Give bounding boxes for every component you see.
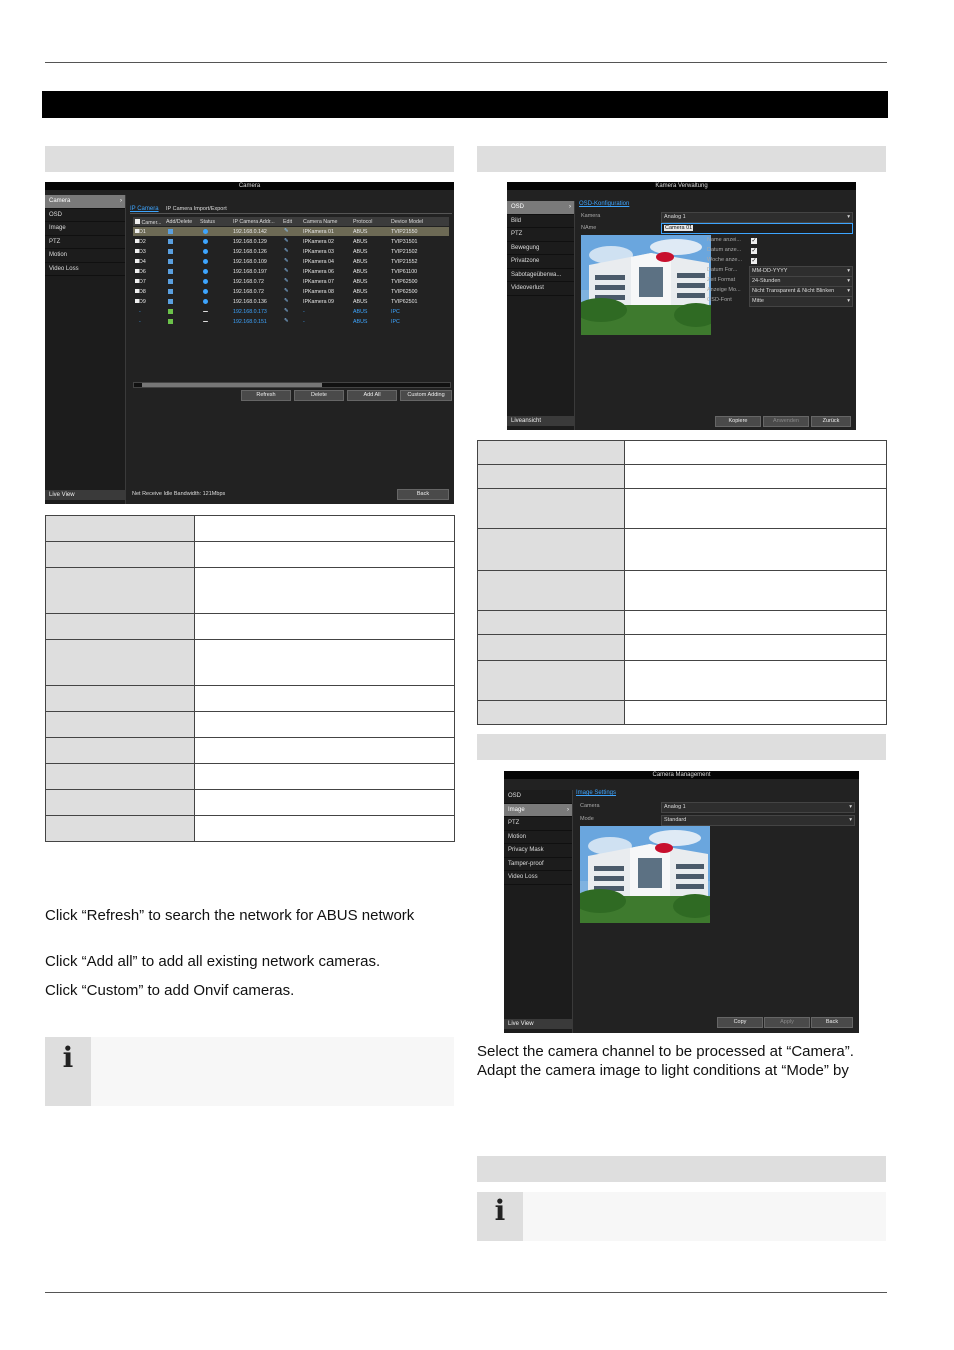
- delete-icon[interactable]: [168, 299, 173, 304]
- edit-pencil-icon[interactable]: ✎: [284, 268, 289, 274]
- dropdown-arrow-icon: ▾: [847, 268, 850, 274]
- mode-instruction: Adapt the camera image to light conditions at “Mode” by: [477, 1062, 849, 1079]
- add-all-instruction: Click “Add all” to add all existing network cameras.: [45, 953, 381, 970]
- edit-pencil-icon[interactable]: ✎: [284, 308, 289, 314]
- refresh-instruction: Click “Refresh” to search the network for ABUS network: [45, 907, 415, 924]
- device-model-cell: TVIP31501: [391, 239, 418, 245]
- right-section-heading-osd: [477, 146, 886, 172]
- ip-address-cell: 192.168.0.129: [233, 239, 267, 245]
- abus-logo-sign: [656, 252, 674, 262]
- edit-pencil-icon[interactable]: ✎: [284, 298, 289, 304]
- chevron-right-icon: ›: [567, 806, 569, 813]
- osd-option-label: Anzeige Mo...: [707, 287, 741, 293]
- delete-icon[interactable]: [168, 269, 173, 274]
- ip-address-cell: 192.168.0.109: [233, 259, 267, 265]
- image-settings-screenshot: [504, 771, 859, 1033]
- right-description-table: [477, 440, 887, 725]
- camera-name-cell: IPKamera 04: [303, 259, 334, 265]
- camera-name-cell: -: [303, 309, 305, 315]
- dropdown-arrow-icon: ▾: [849, 817, 852, 823]
- chevron-right-icon: ›: [120, 198, 122, 204]
- table-row[interactable]: [133, 307, 449, 316]
- protocol-cell: ABUS: [353, 299, 368, 305]
- left-info-box: [45, 1037, 454, 1106]
- left-description-table: [45, 515, 455, 842]
- left-section-heading: [45, 146, 454, 172]
- sidebar-item-camera[interactable]: Camera ›: [45, 195, 125, 209]
- device-model-cell: TVIP62500: [391, 289, 418, 295]
- osd-option-label: Zeit Format: [707, 277, 736, 283]
- osd-option-select[interactable]: Nicht Transparent & Nicht Blinken ▾: [749, 286, 853, 297]
- ip-address-cell: 192.168.0.72: [233, 289, 264, 295]
- right-section-heading-3: [477, 1156, 886, 1182]
- channel-cell: D3: [139, 249, 146, 255]
- kamera-select[interactable]: Analog 1 ▾: [661, 212, 853, 223]
- channel-cell: D6: [139, 269, 146, 275]
- device-model-cell: TVIP21550: [391, 229, 418, 235]
- osd-option-select[interactable]: 24-Stunden ▾: [749, 276, 853, 287]
- name-label: NAme: [581, 225, 597, 231]
- right-section-heading-image: [477, 734, 886, 760]
- protocol-cell: ABUS: [353, 229, 368, 235]
- sidebar-item-ptz[interactable]: PTZ: [507, 228, 574, 242]
- device-model-cell: TVIP61100: [391, 269, 418, 275]
- dropdown-arrow-icon: ▾: [849, 804, 852, 810]
- delete-icon[interactable]: [168, 229, 173, 234]
- col-camera[interactable]: Camer...: [135, 219, 162, 226]
- device-model-cell: TVIP62500: [391, 279, 418, 285]
- sidebar-item-ptz[interactable]: PTZ: [45, 236, 125, 250]
- tab-ip-camera-import-export[interactable]: IP Camera Import/Export: [166, 206, 227, 212]
- device-model-cell: TVIP21552: [391, 259, 418, 265]
- device-model-cell: TVIP21502: [391, 249, 418, 255]
- sidebar-item-osd[interactable]: OSD: [45, 209, 125, 223]
- delete-icon[interactable]: [168, 289, 173, 294]
- sidebar: [504, 790, 573, 1033]
- device-model-cell: IPC: [391, 319, 400, 325]
- sidebar-item-bewegung[interactable]: Bewegung: [507, 242, 574, 256]
- info-icon-box: [45, 1037, 91, 1106]
- delete-icon[interactable]: [168, 249, 173, 254]
- col-edit: Edit: [283, 219, 293, 225]
- camera-name-cell: IPKamera 09: [303, 299, 334, 305]
- camera-preview-image: [581, 235, 711, 335]
- protocol-cell: ABUS: [353, 259, 368, 265]
- delete-icon[interactable]: [168, 279, 173, 284]
- sidebar-item-video-loss[interactable]: Video Loss: [504, 871, 572, 885]
- kamera-label: Kamera: [581, 213, 601, 219]
- name-input[interactable]: Camera 01: [661, 223, 853, 234]
- channel-cell: D7: [139, 279, 146, 285]
- col-status: Status: [200, 219, 216, 225]
- chapter-title-bar: [42, 91, 888, 118]
- ip-address-cell: 192.168.0.142: [233, 229, 267, 235]
- add-icon[interactable]: [168, 319, 173, 324]
- sidebar-item-tamper-proof[interactable]: Tamper-proof: [504, 858, 572, 872]
- chevron-right-icon: ›: [569, 204, 571, 210]
- building-photo: [580, 826, 710, 923]
- table-row[interactable]: [133, 257, 449, 266]
- channel-cell: D4: [139, 259, 146, 265]
- status-minus-icon: [203, 321, 208, 322]
- window-title: Kamera Verwaltung: [507, 182, 856, 190]
- edit-pencil-icon[interactable]: ✎: [284, 228, 289, 234]
- ip-address-cell: 192.168.0.151: [233, 319, 267, 325]
- osd-option-label: Datum anze...: [707, 247, 742, 253]
- camera-name-cell: IPKamera 03: [303, 249, 334, 255]
- camera-name-cell: IPKamera 07: [303, 279, 334, 285]
- select-all-checkbox[interactable]: [135, 219, 140, 224]
- table-row[interactable]: [133, 267, 449, 276]
- channel-cell: D2: [139, 239, 146, 245]
- dropdown-arrow-icon: ▾: [847, 214, 850, 220]
- live-view-button[interactable]: Live View: [45, 490, 125, 500]
- table-row[interactable]: [133, 227, 449, 236]
- info-icon: i: [62, 1041, 74, 1074]
- table-row[interactable]: [133, 237, 449, 246]
- device-model-cell: IPC: [391, 309, 400, 315]
- table-row[interactable]: [133, 287, 449, 296]
- camera-name-cell: IPKamera 02: [303, 239, 334, 245]
- sidebar-item-bild[interactable]: Bild: [507, 215, 574, 229]
- camera-preview-image: [580, 826, 710, 923]
- channel-cell: -: [139, 309, 141, 315]
- custom-instruction: Click “Custom” to add Onvif cameras.: [45, 982, 295, 999]
- sidebar-item-osd[interactable]: OSD ›: [507, 201, 574, 215]
- ip-address-cell: 192.168.0.173: [233, 309, 267, 315]
- osd-option-checkbox[interactable]: ✓: [751, 258, 757, 264]
- status-ok-icon: [203, 269, 208, 274]
- protocol-cell: ABUS: [353, 239, 368, 245]
- dropdown-arrow-icon: ▾: [847, 298, 850, 304]
- osd-option-label: Datum For...: [707, 267, 738, 273]
- protocol-cell: ABUS: [353, 269, 368, 275]
- osd-option-select[interactable]: Mitte ▾: [749, 296, 853, 307]
- table-row[interactable]: [133, 277, 449, 286]
- add-all-button[interactable]: Add All: [347, 390, 397, 401]
- edit-pencil-icon[interactable]: ✎: [284, 288, 289, 294]
- status-ok-icon: [203, 229, 208, 234]
- table-row[interactable]: [133, 247, 449, 256]
- col-ip-address: IP Camera Addr...: [233, 219, 275, 225]
- col-camera-name: Camera Name: [303, 219, 338, 225]
- status-ok-icon: [203, 279, 208, 284]
- delete-icon[interactable]: [168, 239, 173, 244]
- col-device-model: Device Model: [391, 219, 424, 225]
- edit-pencil-icon[interactable]: ✎: [284, 318, 289, 324]
- camera-channel-instruction: Select the camera channel to be processed at “Camera”.: [477, 1043, 854, 1060]
- dropdown-arrow-icon: ▾: [847, 288, 850, 294]
- ip-address-cell: 192.168.0.197: [233, 269, 267, 275]
- osd-option-checkbox[interactable]: ✓: [751, 238, 757, 244]
- add-icon[interactable]: [168, 309, 173, 314]
- osd-option-checkbox[interactable]: ✓: [751, 248, 757, 254]
- bottom-rule: [45, 1292, 887, 1293]
- sidebar-item-osd[interactable]: OSD: [504, 790, 572, 804]
- dropdown-arrow-icon: ▾: [847, 278, 850, 284]
- abus-logo-sign: [655, 843, 673, 853]
- ip-address-cell: 192.168.0.126: [233, 249, 267, 255]
- top-rule: [45, 62, 887, 63]
- status-ok-icon: [203, 259, 208, 264]
- sidebar-item-ptz[interactable]: PTZ: [504, 817, 572, 831]
- protocol-cell: ABUS: [353, 309, 368, 315]
- ip-address-cell: 192.168.0.136: [233, 299, 267, 305]
- back-button[interactable]: Back: [811, 1017, 853, 1028]
- tab-image-settings[interactable]: Image Settings: [576, 790, 617, 796]
- table-header: [133, 217, 449, 226]
- tab-osd-config[interactable]: OSD-Konfiguration: [579, 201, 630, 207]
- camera-name-cell: IPKamera 01: [303, 229, 334, 235]
- tab-ip-camera[interactable]: IP Camera: [130, 206, 159, 212]
- sidebar-item-privacy-mask[interactable]: Privacy Mask: [504, 844, 572, 858]
- osd-option-label: Name anzei...: [707, 237, 741, 243]
- window-title: Camera Management: [504, 771, 859, 779]
- camera-select[interactable]: Analog 1 ▾: [661, 802, 855, 813]
- sidebar-item-motion[interactable]: Motion: [504, 831, 572, 845]
- sidebar-item-videoverlust[interactable]: Videoverlust: [507, 282, 574, 296]
- delete-button[interactable]: Delete: [294, 390, 344, 401]
- back-button[interactable]: Back: [397, 489, 449, 500]
- protocol-cell: ABUS: [353, 289, 368, 295]
- anwenden-button[interactable]: Anwenden: [763, 416, 809, 427]
- building-photo: [581, 235, 711, 335]
- apply-button[interactable]: Apply: [764, 1017, 810, 1028]
- edit-pencil-icon[interactable]: ✎: [284, 248, 289, 254]
- osd-option-label: Woche anze...: [707, 257, 743, 263]
- device-model-cell: TVIP62501: [391, 299, 418, 305]
- table-scrollbar[interactable]: [133, 382, 451, 388]
- tab-underline: [130, 213, 452, 214]
- channel-cell: D1: [139, 229, 146, 235]
- osd-option-label: OSD-Font: [707, 297, 732, 303]
- ip-address-cell: 192.168.0.72: [233, 279, 264, 285]
- window-title: Camera: [45, 182, 454, 190]
- live-view-button[interactable]: Live View: [504, 1019, 572, 1029]
- sidebar-item-video-loss[interactable]: Video Loss: [45, 263, 125, 277]
- sidebar-item-sabotage[interactable]: Sabotageüberwa...: [507, 269, 574, 283]
- right-info-box: [477, 1192, 886, 1241]
- mode-label: Mode: [580, 816, 594, 822]
- kopiere-button[interactable]: Kopiere: [715, 416, 761, 427]
- status-ok-icon: [203, 239, 208, 244]
- mode-select[interactable]: Standard ▾: [661, 815, 855, 826]
- protocol-cell: ABUS: [353, 319, 368, 325]
- sidebar-item-image[interactable]: Image ›: [504, 804, 572, 818]
- status-ok-icon: [203, 249, 208, 254]
- info-icon-box: [477, 1192, 523, 1241]
- sidebar-item-privatzone[interactable]: Privatzone: [507, 255, 574, 269]
- status-ok-icon: [203, 299, 208, 304]
- table-row[interactable]: [133, 317, 449, 326]
- protocol-cell: ABUS: [353, 279, 368, 285]
- status-ok-icon: [203, 289, 208, 294]
- edit-pencil-icon[interactable]: ✎: [284, 258, 289, 264]
- refresh-button[interactable]: Refresh: [241, 390, 291, 401]
- protocol-cell: ABUS: [353, 249, 368, 255]
- zurueck-button[interactable]: Zurück: [811, 416, 851, 427]
- sidebar: [45, 195, 126, 504]
- camera-name-cell: IPKamera 06: [303, 269, 334, 275]
- delete-icon[interactable]: [168, 259, 173, 264]
- sidebar: [507, 201, 575, 430]
- channel-cell: D9: [139, 299, 146, 305]
- osd-config-screenshot: [507, 182, 856, 430]
- channel-cell: -: [139, 319, 141, 325]
- camera-name-cell: IPKamera 08: [303, 289, 334, 295]
- custom-adding-button[interactable]: Custom Adding: [400, 390, 452, 401]
- edit-pencil-icon[interactable]: ✎: [284, 238, 289, 244]
- table-row[interactable]: [133, 297, 449, 306]
- osd-option-select[interactable]: MM-DD-YYYY ▾: [749, 266, 853, 277]
- camera-name-cell: -: [303, 319, 305, 325]
- col-add-delete: Add/Delete: [166, 219, 193, 225]
- channel-cell: D8: [139, 289, 146, 295]
- col-protocol: Protocol: [353, 219, 373, 225]
- camera-screenshot: [45, 182, 454, 504]
- status-minus-icon: [203, 311, 208, 312]
- camera-label: Camera: [580, 803, 600, 809]
- info-icon: i: [494, 1194, 506, 1227]
- bandwidth-readout: Net Receive Idle Bandwidth: 121Mbps: [132, 491, 226, 497]
- edit-pencil-icon[interactable]: ✎: [284, 278, 289, 284]
- live-view-button[interactable]: Liveansicht: [507, 416, 574, 426]
- sidebar-item-motion[interactable]: Motion: [45, 249, 125, 263]
- copy-button[interactable]: Copy: [717, 1017, 763, 1028]
- sidebar-item-image[interactable]: Image: [45, 222, 125, 236]
